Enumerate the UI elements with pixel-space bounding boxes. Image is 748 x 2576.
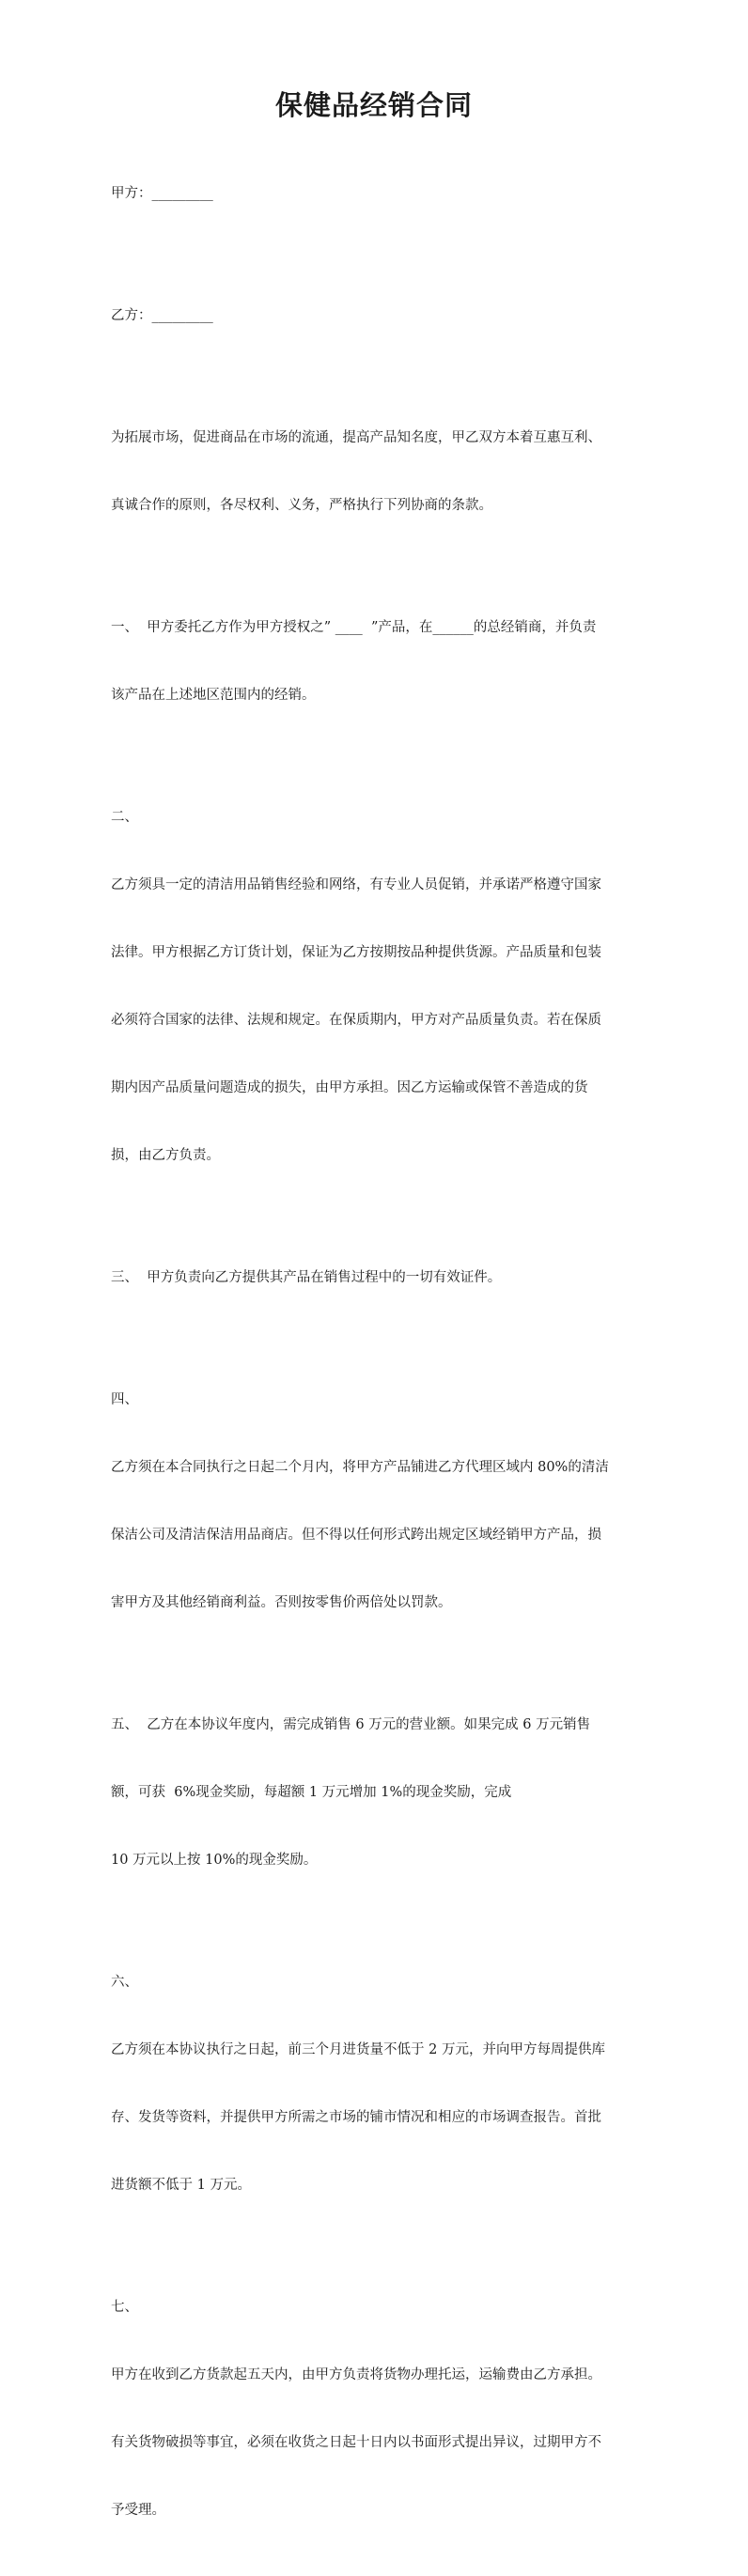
text-line: 10 万元以上按 10%的现金奖励。 bbox=[111, 1853, 318, 1868]
text-line: 害甲方及其他经销商利益。否则按零售价两倍处以罚款。 bbox=[111, 1595, 452, 1610]
text-line: 额，可获 6%现金奖励，每超额 1 万元增加 1%的现金奖励，完成 bbox=[111, 1785, 512, 1800]
clause-heading: 七、 bbox=[111, 2300, 138, 2315]
text-line: 真诚合作的原则，各尽权利、义务，严格执行下列协商的条款。 bbox=[111, 498, 492, 513]
text-line: 有关货物破损等事宜，必须在收货之日起十日内以书面形式提出异议，过期甲方不 bbox=[111, 2435, 601, 2450]
document-body bbox=[111, 137, 645, 2576]
text-line: 该产品在上述地区范围内的经销。 bbox=[111, 688, 316, 703]
text-line: 进货额不低于 1 万元。 bbox=[111, 2178, 251, 2193]
clause-7 bbox=[111, 2251, 645, 2567]
text-line: 乙方须在本协议执行之日起，前三个月进货量不低于 2 万元，并向甲方每周提供库 bbox=[111, 2042, 605, 2057]
clause-heading: 二、 bbox=[111, 810, 138, 825]
text-line: 为拓展市场，促进商品在市场的流通，提高产品知名度，甲乙双方本着互惠互利、 bbox=[111, 430, 601, 445]
text-line: 损，由乙方负责。 bbox=[111, 1148, 220, 1163]
clause-heading: 四、 bbox=[111, 1392, 138, 1407]
text-line: 保洁公司及清洁保洁用品商店。但不得以任何形式跨出规定区域经销甲方产品，损 bbox=[111, 1528, 601, 1543]
clause-1 bbox=[111, 571, 645, 752]
text-line: 三、 甲方负责向乙方提供其产品在销售过程中的一切有效证件。 bbox=[111, 1270, 502, 1285]
text-line: 乙方须在本合同执行之日起二个月内，将甲方产品铺进乙方代理区域内 80%的清洁 bbox=[111, 1460, 609, 1475]
text-line: 存、发货等资料，并提供甲方所需之市场的铺市情况和相应的市场调查报告。首批 bbox=[111, 2110, 601, 2125]
text-line: 一、 甲方委托乙方作为甲方授权之” ____ ”产品，在______的总经销商，并负责 bbox=[111, 620, 597, 635]
intro-paragraph bbox=[111, 381, 645, 562]
text-line: 甲方在收到乙方货款起五天内，由甲方负责将货物办理托运，运输费由乙方承担。 bbox=[111, 2367, 601, 2382]
clause-3 bbox=[111, 1221, 645, 1334]
text-line: 予受理。 bbox=[111, 2503, 165, 2518]
document-title: 保健品经销合同 bbox=[274, 89, 473, 121]
clause-2 bbox=[111, 761, 645, 1212]
text-line: 乙方须具一定的清洁用品销售经验和网络，有专业人员促销，并承诺严格遵守国家 bbox=[111, 877, 601, 892]
text-line: 必须符合国家的法律、法规和规定。在保质期内，甲方对产品质量负责。若在保质 bbox=[111, 1013, 601, 1028]
clause-4 bbox=[111, 1343, 645, 1659]
party-b-text: 乙方：_________ bbox=[111, 308, 213, 323]
clause-heading: 六、 bbox=[111, 1975, 138, 1990]
party-b-line bbox=[111, 259, 645, 372]
party-a-line bbox=[111, 137, 645, 250]
clause-6 bbox=[111, 1926, 645, 2242]
text-line: 期内因产品质量问题造成的损失，由甲方承担。因乙方运输或保管不善造成的货 bbox=[111, 1080, 588, 1095]
text-line: 法律。甲方根据乙方订货计划，保证为乙方按期按品种提供货源。产品质量和包装 bbox=[111, 945, 601, 960]
text-line: 五、 乙方在本协议年度内，需完成销售 6 万元的营业额。如果完成 6 万元销售 bbox=[111, 1717, 591, 1732]
party-a-text: 甲方：_________ bbox=[111, 186, 213, 201]
clause-5 bbox=[111, 1668, 645, 1916]
